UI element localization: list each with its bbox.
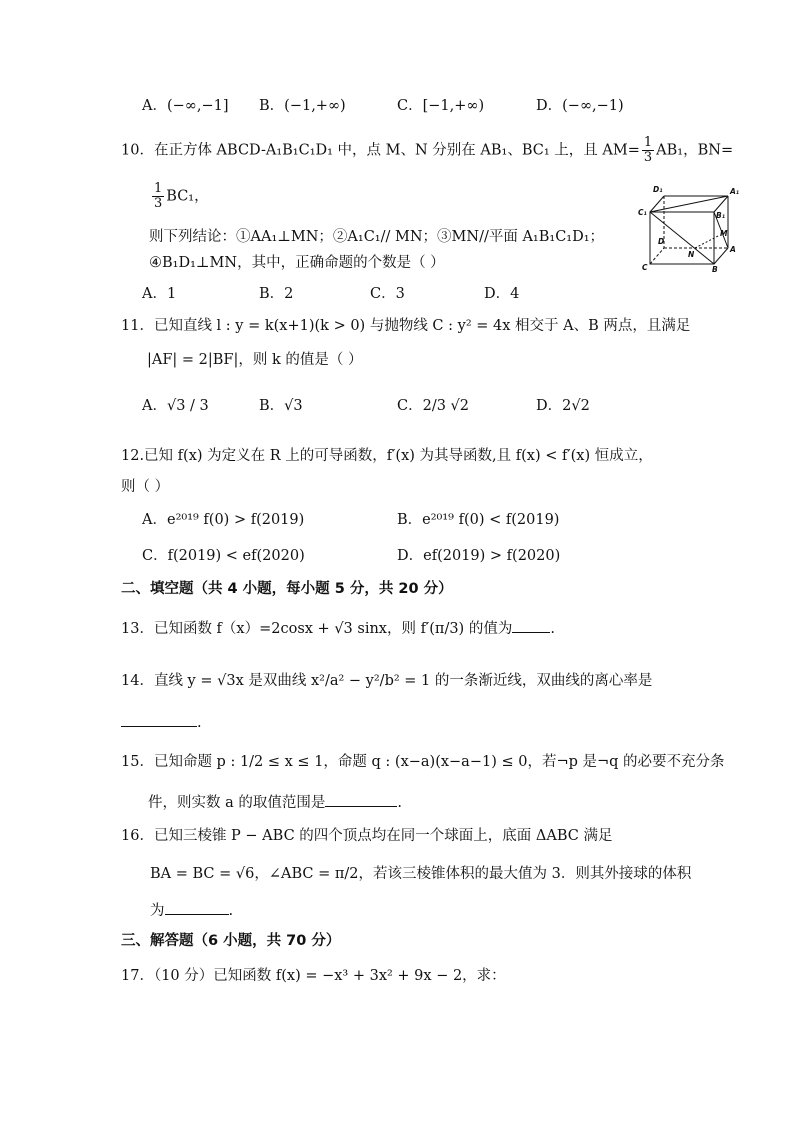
cube-hidden-edge-cd (650, 248, 664, 264)
label-d: D (658, 237, 665, 246)
q10-option-a (142, 284, 176, 304)
option-text: 2√2 (562, 398, 590, 414)
q12-option-d (397, 546, 560, 566)
q15-line2 (148, 792, 402, 813)
label-d1: D₁ (653, 185, 663, 194)
q11-line2: |AF| = 2|BF|，则 k 的值是（ ） (147, 352, 363, 368)
option-text: [−1,+∞) (422, 98, 485, 114)
q10-line1 (121, 136, 733, 165)
q10-line4: ④B₁D₁⊥MN，其中，正确命题的个数是（ ） (149, 255, 445, 271)
option-letter: B． (397, 512, 423, 528)
section-fill-in-blank-heading: 二、填空题（共 4 小题，每小题 5 分，共 20 分） (121, 581, 453, 597)
label-c: C (642, 263, 648, 272)
q10-option-c (370, 284, 405, 304)
option-letter: D． (484, 286, 511, 302)
q9-option-b (259, 96, 346, 116)
section-answer-heading: 三、解答题（6 小题，共 70 分） (121, 933, 341, 949)
answer-blank[interactable] (325, 792, 397, 807)
q15-line1: 15．已知命题 p : 1/2 ≤ x ≤ 1，命题 q : (x−a)(x−a−1) ≤ 0，若¬p 是¬q 的必要不充分条 (121, 754, 725, 770)
q16-line3-text: 为 (150, 903, 165, 919)
q11-line1: 11．已知直线 l : y = k(x+1)(k > 0) 与抛物线 C : y² = 4x 相交于 A、B 两点，且满足 (121, 318, 691, 334)
option-letter: C． (397, 98, 423, 114)
fraction-denominator: 3 (154, 196, 163, 211)
label-b: B (712, 265, 718, 274)
option-text: 1 (166, 286, 177, 302)
label-a1: A₁ (730, 187, 740, 196)
q15-line2-text: 件，则实数 a 的取值范围是 (148, 795, 326, 811)
option-text: 3 (395, 286, 405, 302)
q12-option-c (142, 546, 305, 566)
q12-option-b (397, 510, 559, 530)
option-text: 2 (284, 286, 294, 302)
option-text: √3 / 3 (166, 398, 209, 414)
q12-line2: 则（ ） (121, 479, 170, 495)
answer-blank[interactable] (512, 618, 550, 633)
q9-option-d (536, 96, 624, 116)
option-letter: A． (142, 512, 167, 528)
option-text: f(2019) < ef(2020) (167, 548, 305, 564)
option-letter: D． (397, 548, 424, 564)
q10-line3: 则下列结论：①AA₁⊥MN；②A₁C₁// MN；③MN//平面 A₁B₁C₁D₁； (149, 229, 605, 245)
option-text: √3 (284, 398, 303, 414)
option-letter: B． (259, 398, 285, 414)
q14-line2 (121, 712, 202, 733)
q11-option-a (142, 396, 209, 416)
fraction-numerator: 1 (154, 181, 163, 196)
q11-option-b (259, 396, 303, 416)
q16-line3 (150, 900, 233, 921)
q10-line2 (150, 182, 209, 211)
q16-line2: BA = BC = √6，∠ABC = π/2，若该三棱锥体积的最大值为 3．则其外接球的体积 (150, 866, 692, 882)
option-text: 2/3 √2 (422, 398, 470, 414)
q9-option-a (142, 96, 229, 116)
q11-option-c (397, 396, 469, 416)
q17-line: 17．（10 分）已知函数 f(x) = −x³ + 3x² + 9x − 2，求： (121, 968, 506, 984)
answer-blank[interactable] (165, 900, 229, 915)
q10-option-d (484, 284, 519, 304)
label-c1: C₁ (638, 208, 647, 217)
answer-blank[interactable] (121, 712, 197, 727)
option-letter: D． (536, 398, 563, 414)
fraction-denominator: 3 (643, 150, 653, 165)
label-a: A (730, 245, 736, 254)
option-text: (−1,+∞) (284, 98, 346, 114)
q14-line1: 14．直线 y = √3x 是双曲线 x²/a² − y²/b² = 1 的一条渐近线，双曲线的离心率是 (121, 673, 653, 689)
q10-line2-text: BC₁， (166, 188, 209, 205)
cube-edge-ba (714, 248, 728, 264)
q13-tail: . (550, 621, 555, 637)
cube-figure (636, 184, 748, 274)
q11-option-d (536, 396, 590, 416)
option-letter: A． (142, 286, 167, 302)
option-text: (−∞,−1] (166, 98, 229, 114)
option-text: e²⁰¹⁹ f(0) < f(2019) (422, 512, 560, 528)
q13-line (121, 618, 555, 639)
option-letter: B． (259, 286, 285, 302)
label-n: N (688, 250, 695, 259)
q12-line1: 12.已知 f(x) 为定义在 R 上的可导函数，f′(x) 为其导函数,且 f(x) < f′(x) 恒成立， (121, 448, 653, 464)
q16-line1: 16．已知三棱锥 P − ABC 的四个顶点均在同一个球面上，底面 ΔABC 满足 (121, 828, 613, 844)
option-letter: C． (370, 286, 396, 302)
option-text: ef(2019) > f(2020) (423, 548, 561, 564)
fraction (152, 182, 164, 211)
q13-text: 13．已知函数 f（x）=2cosx + √3 sinx，则 f′(π/3) 的值为 (121, 621, 513, 637)
q10-stem-tail: AB₁，BN= (656, 142, 734, 159)
option-letter: D． (536, 98, 563, 114)
option-letter: B． (259, 98, 285, 114)
q14-tail: . (197, 715, 202, 731)
q15-tail: . (397, 795, 402, 811)
q10-option-b (259, 284, 293, 304)
q9-option-c (397, 96, 484, 116)
option-text: 4 (510, 286, 520, 302)
q12-option-a (142, 510, 304, 530)
fraction-numerator: 1 (643, 135, 653, 150)
label-m: M (720, 229, 728, 238)
q16-tail: . (228, 903, 234, 919)
fraction (642, 136, 654, 165)
option-letter: A． (142, 398, 167, 414)
label-b1: B₁ (716, 211, 726, 220)
option-text: e²⁰¹⁹ f(0) > f(2019) (166, 512, 305, 528)
option-letter: C． (142, 548, 168, 564)
q10-stem: 10．在正方体 ABCD-A₁B₁C₁D₁ 中，点 M、N 分别在 AB₁、BC₁ 上，且 AM= (121, 142, 640, 159)
option-letter: C． (397, 398, 423, 414)
option-letter: A． (142, 98, 167, 114)
option-text: (−∞,−1) (562, 98, 624, 114)
segment-mn (695, 236, 718, 248)
